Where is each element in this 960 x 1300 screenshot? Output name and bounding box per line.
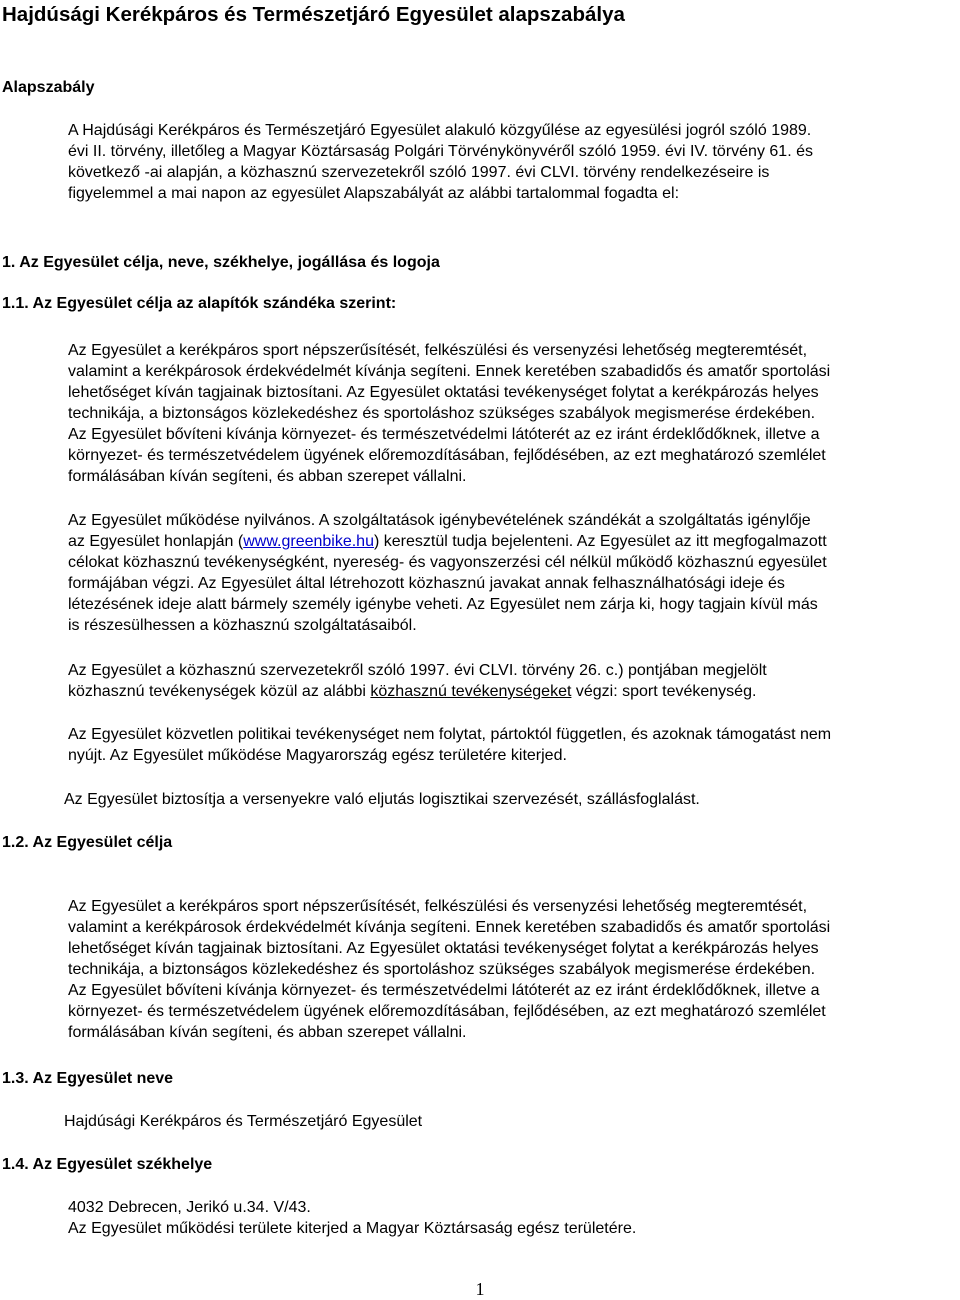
paragraph-line: Az Egyesület működése nyilvános. A szolgáltatások igénybevételének szándékát a szolgáltatás igénylője (68, 512, 811, 529)
paragraph-line: valamint a kerékpárosok érdekvédelmét kívánja segíteni. Ennek keretében szabadidős és amatőr sportolási (68, 919, 831, 936)
section-1-2-heading: 1.2. Az Egyesület célja (2, 834, 173, 851)
underlined-text: közhasznú tevékenységeket (370, 683, 572, 700)
paragraph-line: Az Egyesület a közhasznú szervezetekről szóló 1997. évi CLVI. törvény 26. c.) pontjában megjelölt (68, 662, 767, 679)
paragraph-line: Az Egyesület közvetlen politikai tevékenységet nem folytat, pártoktól független, és azoknak támogatást nem (68, 726, 832, 743)
address-line: 4032 Debrecen, Jerikó u.34. V/43. (68, 1199, 311, 1216)
section-1-4-paragraph (68, 1197, 636, 1239)
section-1-2-paragraph (68, 896, 830, 1043)
intro-line: következő -ai alapján, a közhasznú szervezetekről szóló 1997. évi CLVI. törvény rendelkezéseire is (68, 164, 770, 181)
paragraph-line (68, 531, 827, 552)
section-1-1-paragraph-5: Az Egyesület biztosítja a versenyekre való eljutás logisztikai szervezését, szállásfoglalást. (64, 791, 700, 808)
paragraph-line: Az Egyesület működési területe kiterjed a Magyar Köztársaság egész területére. (68, 1220, 637, 1237)
paragraph-line: környezet- és természetvédelem ügyének előremozdításában, fejlődésében, az ezt meghatározó szemlélet (68, 1003, 826, 1020)
paragraph-line: lehetőséget kíván tagjainak biztosítani. Az Egyesület oktatási tevékenységet folytat a kerékpározás helyes (68, 384, 819, 401)
intro-line: figyelemmel a mai napon az egyesület Alapszabályát az alábbi tartalommal fogadta el: (68, 185, 680, 202)
paragraph-line: létezésének ideje alatt bármely személy igénybe veheti. Az Egyesület nem zárja ki, hogy tagjain kívül más (68, 596, 818, 613)
website-link[interactable]: www.greenbike.hu (243, 533, 374, 550)
paragraph-line: formálásában kíván segíteni, és abban szerepet vállalni. (68, 1024, 467, 1041)
paragraph-line: Az Egyesület a kerékpáros sport népszerűsítését, felkészülési és versenyzési lehetőség megteremtését, (68, 342, 808, 359)
line-text: közhasznú tevékenységek közül az alábbi (68, 683, 371, 700)
paragraph-line: környezet- és természetvédelem ügyének előremozdításában, fejlődésében, az ezt meghatározó szemlélet (68, 447, 826, 464)
line-text: ) keresztül tudja bejelenteni. Az Egyesület az itt megfogalmazott (373, 533, 827, 550)
intro-line: évi II. törvény, illetőleg a Magyar Köztársaság Polgári Törvénykönyvéről szóló 1959. évi IV. törvény 61. és (68, 143, 813, 160)
paragraph-line: formálásában kíván segíteni, és abban szerepet vállalni. (68, 468, 467, 485)
document-heading: Alapszabály (2, 79, 95, 96)
paragraph-line: lehetőséget kíván tagjainak biztosítani. Az Egyesület oktatási tevékenységet folytat a kerékpározás helyes (68, 940, 819, 957)
line-text: végzi: sport tevékenység. (571, 683, 757, 700)
section-1-1-paragraph-2 (68, 510, 827, 636)
paragraph-line: formájában végzi. Az Egyesület által létrehozott közhasznú javakat annak felhasználhatósági ideje és (68, 575, 785, 592)
paragraph-line: technikája, a biztonságos közlekedéshez és sportoláshoz szükséges szabályok megismerése érdekében. (68, 961, 816, 978)
paragraph-line: technikája, a biztonságos közlekedéshez és sportoláshoz szükséges szabályok megismerése érdekében. (68, 405, 816, 422)
paragraph-line: Az Egyesület a kerékpáros sport népszerűsítését, felkészülési és versenyzési lehetőség megteremtését, (68, 898, 808, 915)
paragraph-line: valamint a kerékpárosok érdekvédelmét kívánja segíteni. Ennek keretében szabadidős és amatőr sportolási (68, 363, 831, 380)
section-1-1-paragraph-4 (68, 724, 831, 766)
section-1-1-heading: 1.1. Az Egyesület célja az alapítók szándéka szerint: (2, 295, 397, 312)
paragraph-line (68, 681, 767, 702)
paragraph-line: is részesülhessen a közhasznú szolgáltatásaiból. (68, 617, 417, 634)
association-name: Hajdúsági Kerékpáros és Természetjáró Egyesület (64, 1113, 423, 1130)
document-title: Hajdúsági Kerékpáros és Természetjáró Egyesület alapszabálya (2, 3, 625, 26)
intro-paragraph (68, 141, 813, 204)
paragraph-line: Az Egyesület bővíteni kívánja környezet- és természetvédelmi látóterét az ez iránt érdeklődőknek, illetve a (68, 426, 820, 443)
paragraph-line: Az Egyesület bővíteni kívánja környezet- és természetvédelmi látóterét az ez iránt érdeklődőknek, illetve a (68, 982, 820, 999)
section-1-4-heading: 1.4. Az Egyesület székhelye (2, 1156, 213, 1173)
intro-first-line: A Hajdúsági Kerékpáros és Természetjáró Egyesület alakuló közgyűlése az egyesülési jogról szóló 1989. (68, 122, 812, 139)
section-1-heading: 1. Az Egyesület célja, neve, székhelye, jogállása és logoja (2, 254, 440, 271)
page-number: 1 (475, 1279, 485, 1299)
section-1-1-paragraph-1 (68, 340, 830, 487)
paragraph-line: nyújt. Az Egyesület működése Magyarország egész területére kiterjed. (68, 747, 567, 764)
paragraph-line: célokat közhasznú tevékenységként, nyereség- és vagyonszerzési cél nélkül működő közhasznú egyesület (68, 554, 827, 571)
line-text: az Egyesület honlapján ( (68, 533, 244, 550)
section-1-3-heading: 1.3. Az Egyesület neve (2, 1070, 174, 1087)
section-1-1-paragraph-3 (68, 660, 767, 702)
